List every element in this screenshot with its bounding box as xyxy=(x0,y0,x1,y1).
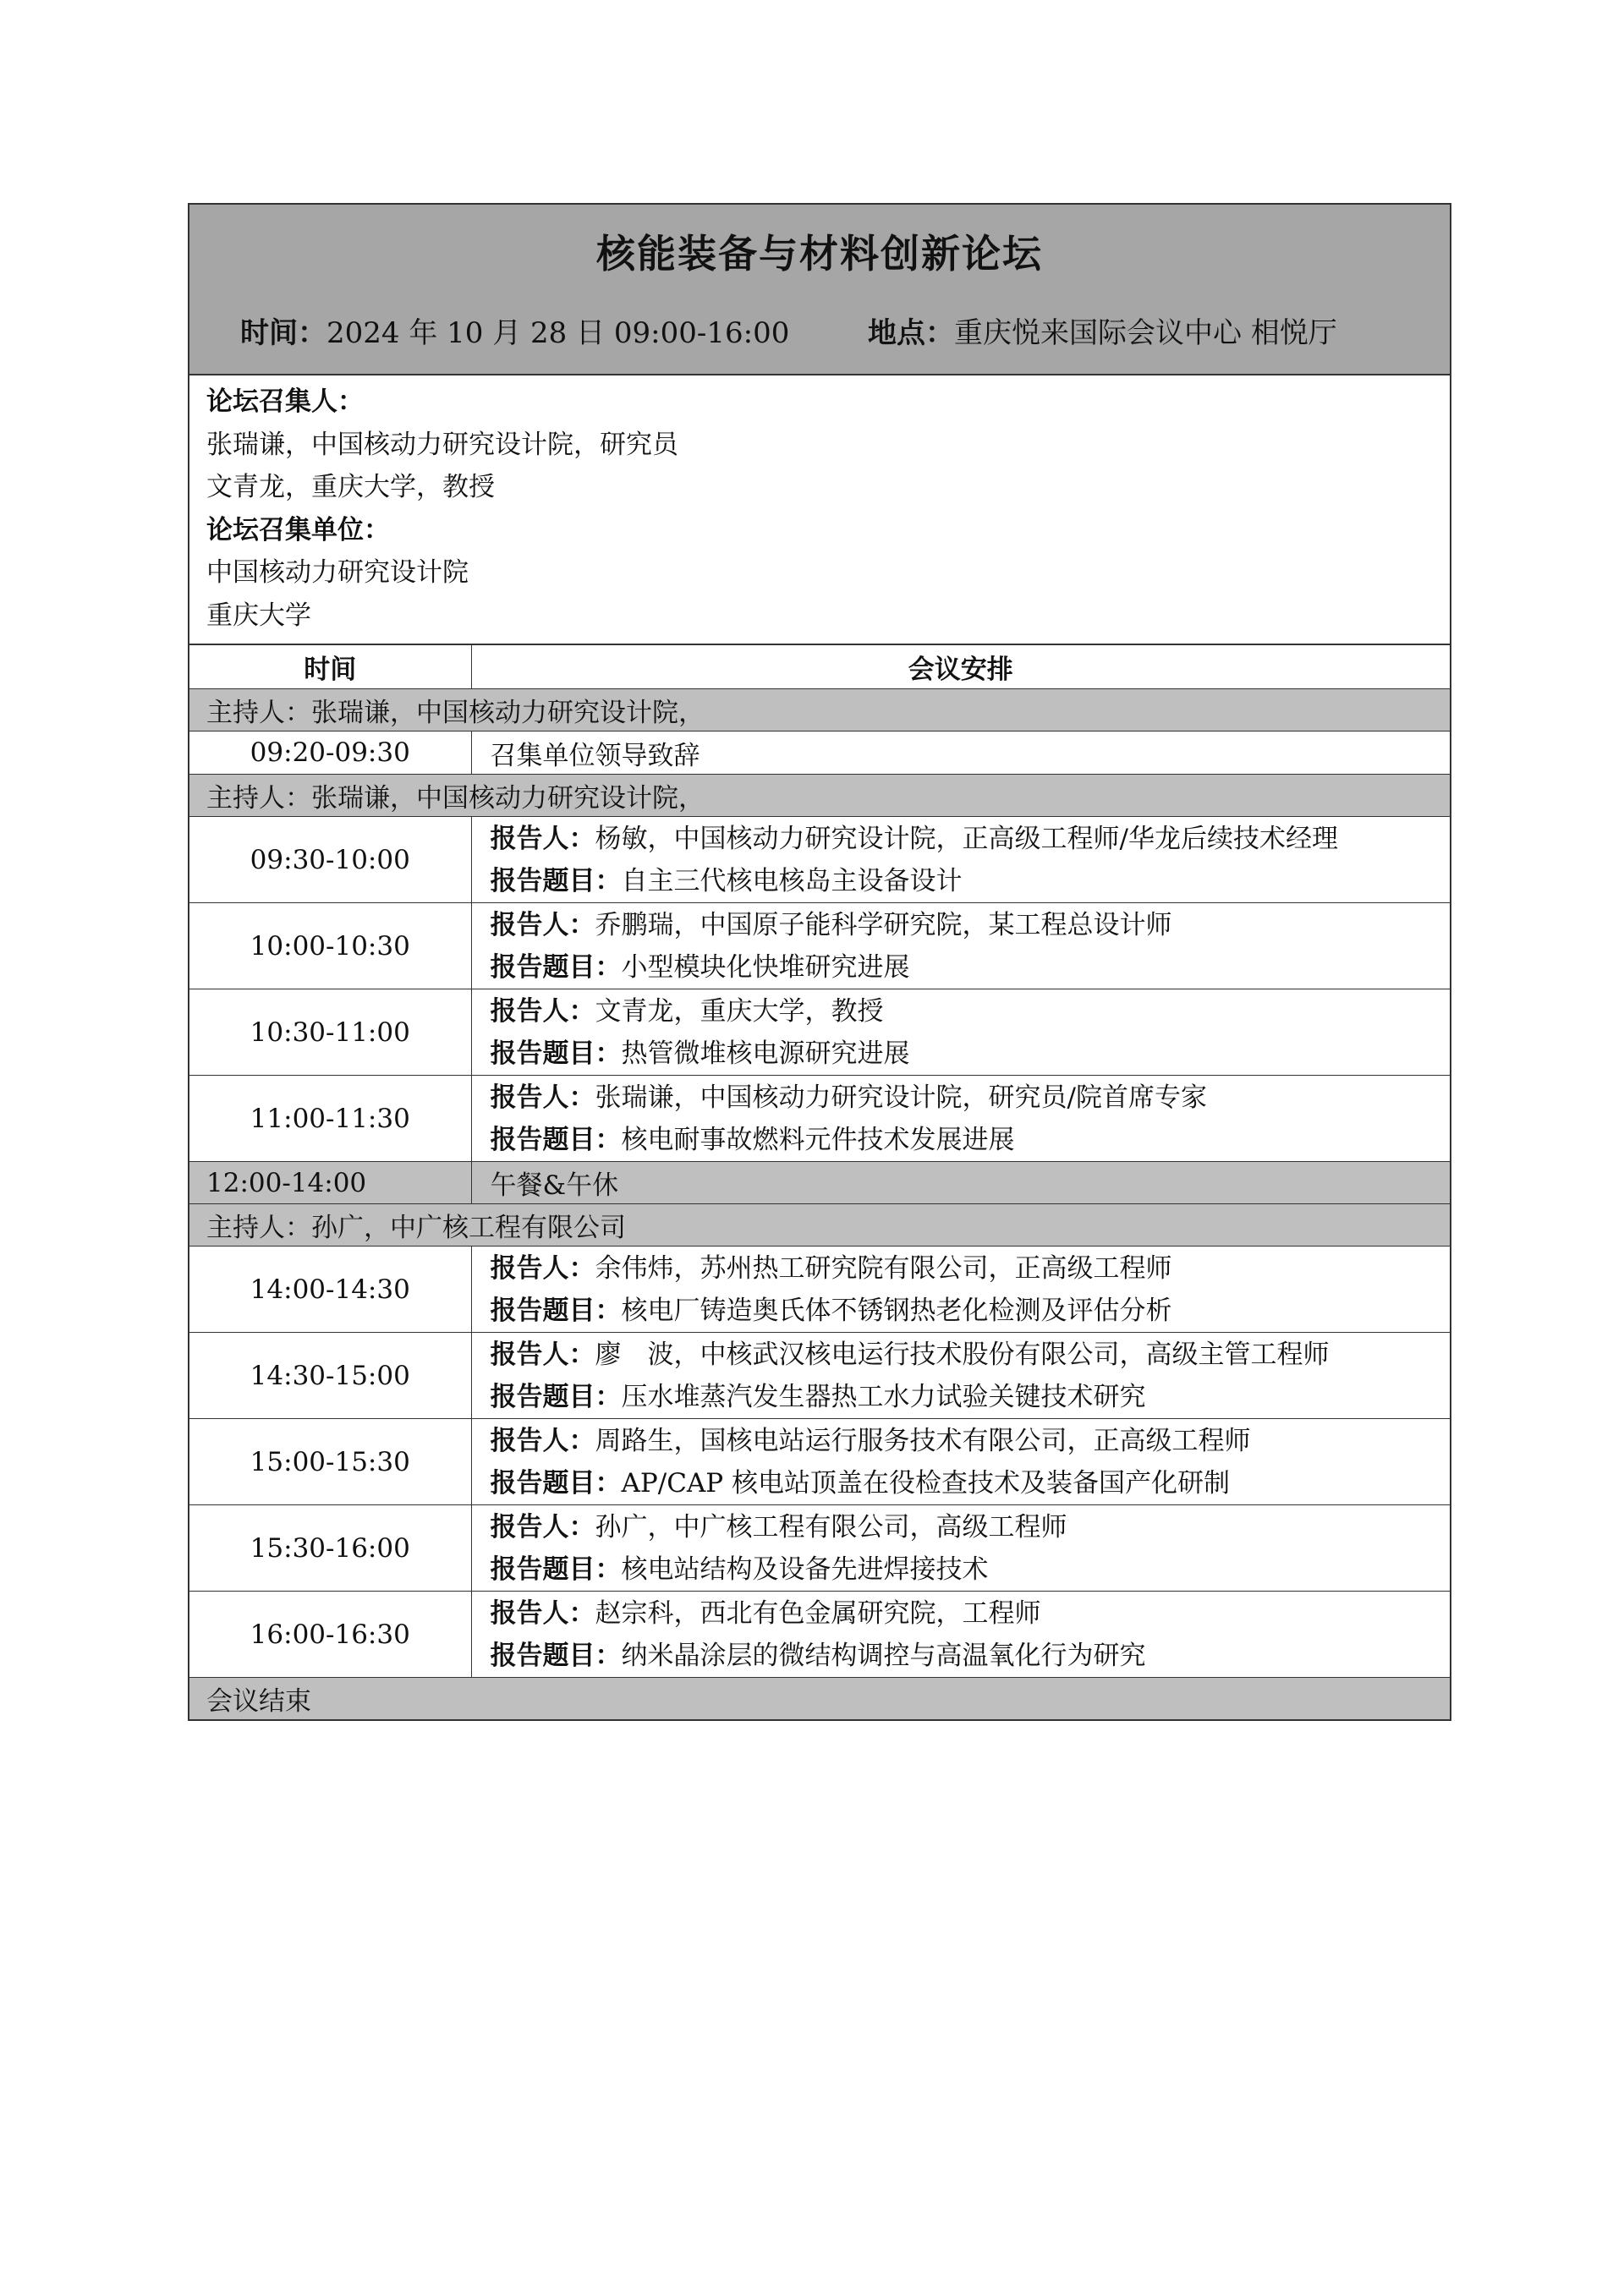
talk-info xyxy=(471,817,1450,903)
lunch-time: 12:00-14:00 xyxy=(189,1162,471,1204)
talk-info xyxy=(471,1592,1450,1678)
talk-info xyxy=(471,903,1450,989)
speaker-name: 周路生，国核电站运行服务技术有限公司，正高级工程师 xyxy=(595,1425,1251,1456)
speaker-label: 报告人： xyxy=(490,1082,595,1113)
topic-label: 报告题目： xyxy=(490,1038,622,1069)
table-header-row xyxy=(189,645,1450,689)
session-time: 16:00-16:30 xyxy=(189,1592,471,1678)
speaker-line xyxy=(491,990,1451,1033)
topic-label: 报告题目： xyxy=(490,951,622,983)
session-time: 15:00-15:30 xyxy=(189,1419,471,1505)
table-row xyxy=(189,1076,1450,1162)
topic-line xyxy=(491,946,1451,989)
speaker-name: 余伟炜，苏州热工研究院有限公司，正高级工程师 xyxy=(595,1252,1172,1284)
host-text: 主持人：孙广，中广核工程有限公司 xyxy=(189,1204,1450,1247)
topic-label: 报告题目： xyxy=(490,1295,622,1326)
place-value: 重庆悦来国际会议中心 相悦厅 xyxy=(954,316,1337,350)
topic-title: AP/CAP 核电站顶盖在役检查技术及装备国产化研制 xyxy=(621,1467,1231,1499)
topic-label: 报告题目： xyxy=(490,865,622,896)
convener-person: 张瑞谦，中国核动力研究设计院，研究员 xyxy=(206,429,678,460)
speaker-label: 报告人： xyxy=(490,1597,595,1629)
session-time: 11:00-11:30 xyxy=(189,1076,471,1162)
speaker-label: 报告人： xyxy=(490,1339,595,1370)
talk-info xyxy=(471,1505,1450,1592)
topic-line xyxy=(491,1376,1451,1418)
table-row xyxy=(189,817,1450,903)
speaker-line xyxy=(491,1077,1451,1119)
talk-info xyxy=(471,1076,1450,1162)
speaker-line xyxy=(491,1506,1451,1548)
forum-place xyxy=(868,310,1337,351)
convener-unit: 重庆大学 xyxy=(206,600,311,631)
table-row xyxy=(189,1592,1450,1678)
topic-label: 报告题目： xyxy=(490,1124,622,1155)
lunch-row xyxy=(189,1162,1450,1204)
lunch-text: 午餐&午休 xyxy=(471,1162,1450,1204)
topic-title: 压水堆蒸汽发生器热工水力试验关键技术研究 xyxy=(621,1381,1146,1412)
talk-info xyxy=(471,1247,1450,1333)
session-time: 14:30-15:00 xyxy=(189,1333,471,1419)
session-time: 10:30-11:00 xyxy=(189,989,471,1076)
speaker-name: 廖 波，中核武汉核电运行技术股份有限公司，高级主管工程师 xyxy=(595,1339,1330,1370)
time-label: 时间： xyxy=(240,316,326,350)
topic-line xyxy=(491,1290,1451,1332)
forum-header xyxy=(189,205,1450,375)
session-text: 召集单位领导致辞 xyxy=(471,732,1450,775)
topic-line xyxy=(491,1033,1451,1075)
speaker-line xyxy=(491,818,1451,860)
column-header-time: 时间 xyxy=(189,645,471,689)
topic-label: 报告题目： xyxy=(490,1381,622,1412)
time-value: 2024 年 10 月 28 日 09:00-16:00 xyxy=(326,316,790,350)
speaker-name: 乔鹏瑞，中国原子能科学研究院，某工程总设计师 xyxy=(595,909,1172,940)
speaker-name: 赵宗科，西北有色金属研究院，工程师 xyxy=(595,1597,1041,1629)
schedule-table xyxy=(189,645,1450,1719)
speaker-label: 报告人： xyxy=(490,823,595,854)
column-header-agenda: 会议安排 xyxy=(471,645,1450,689)
session-time: 10:00-10:30 xyxy=(189,903,471,989)
speaker-line xyxy=(491,1247,1451,1290)
host-row xyxy=(189,775,1450,817)
host-text: 主持人：张瑞谦，中国核动力研究设计院， xyxy=(189,775,1450,817)
convener-people-label: 论坛召集人： xyxy=(206,386,364,417)
topic-line xyxy=(491,1635,1451,1677)
table-row xyxy=(189,732,1450,775)
speaker-label: 报告人： xyxy=(490,1425,595,1456)
session-time: 14:00-14:30 xyxy=(189,1247,471,1333)
convener-person: 文青龙，重庆大学，教授 xyxy=(206,472,495,502)
topic-title: 小型模块化快堆研究进展 xyxy=(621,951,910,983)
speaker-name: 孙广，中广核工程有限公司，高级工程师 xyxy=(595,1511,1067,1543)
topic-title: 热管微堆核电源研究进展 xyxy=(621,1038,910,1069)
host-row xyxy=(189,1204,1450,1247)
topic-line xyxy=(491,1119,1451,1161)
place-label: 地点： xyxy=(868,316,954,350)
speaker-line xyxy=(491,1334,1451,1376)
session-time: 09:30-10:00 xyxy=(189,817,471,903)
topic-label: 报告题目： xyxy=(490,1640,622,1671)
speaker-line xyxy=(491,1420,1451,1462)
topic-line xyxy=(491,1548,1451,1591)
table-row xyxy=(189,1333,1450,1419)
topic-title: 核电厂铸造奥氏体不锈钢热老化检测及评估分析 xyxy=(621,1295,1172,1326)
forum-title: 核能装备与材料创新论坛 xyxy=(596,231,1043,277)
topic-label: 报告题目： xyxy=(490,1553,622,1585)
speaker-name: 文青龙，重庆大学，教授 xyxy=(595,995,884,1027)
topic-line xyxy=(491,1462,1451,1504)
table-row xyxy=(189,1505,1450,1592)
closing-row xyxy=(189,1678,1450,1720)
speaker-line xyxy=(491,904,1451,946)
topic-title: 核电站结构及设备先进焊接技术 xyxy=(621,1553,989,1585)
talk-info xyxy=(471,989,1450,1076)
topic-title: 纳米晶涂层的微结构调控与高温氧化行为研究 xyxy=(621,1640,1146,1671)
host-row xyxy=(189,689,1450,732)
speaker-label: 报告人： xyxy=(490,909,595,940)
speaker-name: 张瑞谦，中国核动力研究设计院，研究员/院首席专家 xyxy=(595,1082,1207,1113)
talk-info xyxy=(471,1333,1450,1419)
agenda-sheet xyxy=(188,203,1451,1721)
table-row xyxy=(189,903,1450,989)
table-row xyxy=(189,989,1450,1076)
topic-line xyxy=(491,860,1451,902)
speaker-line xyxy=(491,1592,1451,1635)
session-time: 15:30-16:00 xyxy=(189,1505,471,1592)
session-time: 09:20-09:30 xyxy=(189,732,471,775)
closing-text: 会议结束 xyxy=(189,1678,1450,1720)
topic-label: 报告题目： xyxy=(490,1467,622,1499)
topic-title: 核电耐事故燃料元件技术发展进展 xyxy=(621,1124,1015,1155)
table-row xyxy=(189,1419,1450,1505)
speaker-label: 报告人： xyxy=(490,995,595,1027)
convener-section xyxy=(189,375,1450,645)
convener-unit: 中国核动力研究设计院 xyxy=(206,557,469,588)
talk-info xyxy=(471,1419,1450,1505)
convener-units-label: 论坛召集单位： xyxy=(206,514,390,545)
speaker-label: 报告人： xyxy=(490,1252,595,1284)
topic-title: 自主三代核电核岛主设备设计 xyxy=(621,865,963,896)
speaker-label: 报告人： xyxy=(490,1511,595,1543)
speaker-name: 杨敏，中国核动力研究设计院，正高级工程师/华龙后续技术经理 xyxy=(595,823,1338,854)
host-text: 主持人：张瑞谦，中国核动力研究设计院， xyxy=(189,689,1450,732)
forum-time xyxy=(240,310,789,351)
table-row xyxy=(189,1247,1450,1333)
